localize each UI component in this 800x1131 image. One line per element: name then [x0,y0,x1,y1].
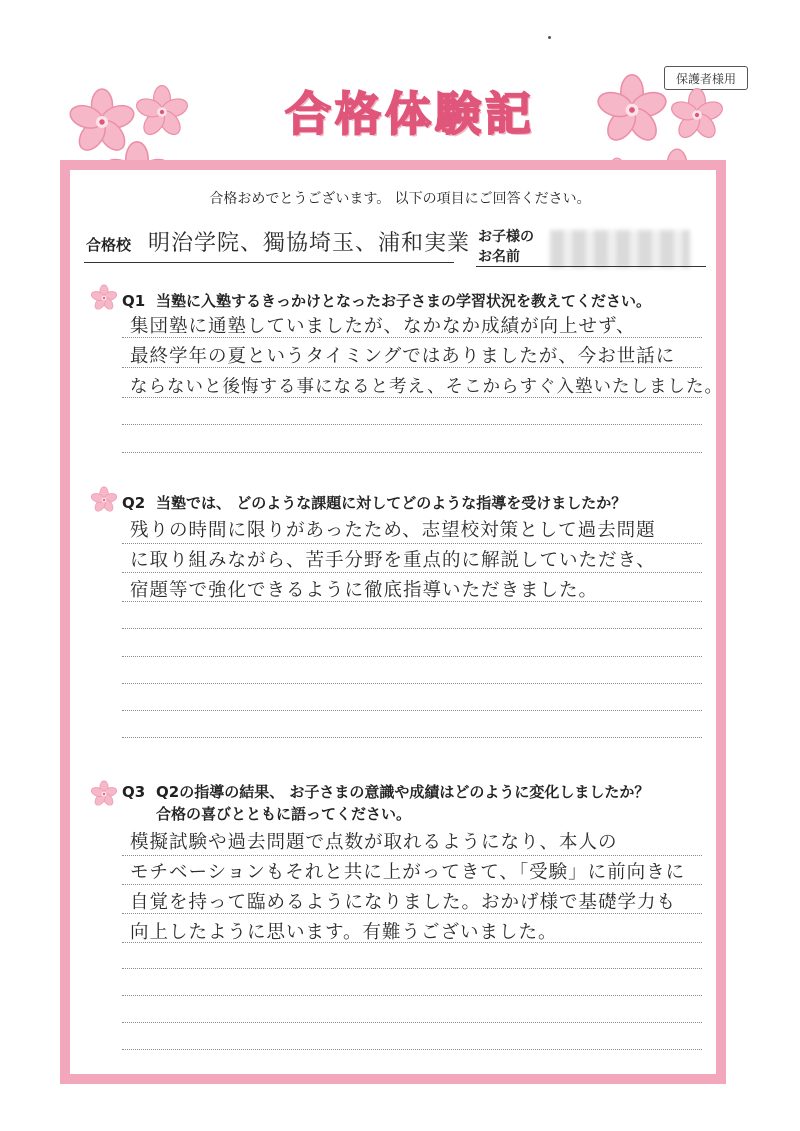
ruled-line [122,855,702,856]
ruled-line [122,572,702,573]
cherry-blossom-icon [90,486,118,514]
name-underline [476,266,706,267]
school-underline [84,262,454,263]
audience-badge: 保護者様用 [664,66,748,90]
ruled-line [122,942,702,943]
scan-speck [548,36,551,39]
ruled-line [122,367,702,368]
answer-line: 最終学年の夏というタイミングではありましたが、今お世話に [130,346,676,367]
ruled-line [122,683,702,684]
ruled-line [122,913,702,914]
child-name-label-1: お子様の [478,229,534,245]
answer-line: に取り組みながら、苦手分野を重点的に解説していただき、 [130,550,656,571]
greeting-text: 合格おめでとうございます。 以下の項目にご回答ください。 [209,191,591,207]
ruled-line [122,737,702,738]
school-label: 合格校 [86,236,132,254]
answer-line: 自覚を持って臨めるようになりました。おかげ様で基礎学力も [130,892,677,913]
answer-line: 模擬試験や過去問題で点数が取れるようになり、本人の [130,832,618,853]
ruled-line [122,968,702,969]
answer-line: 宿題等で強化できるように徹底指導いただきました。 [130,580,599,601]
ruled-line [122,452,702,453]
ruled-line [122,710,702,711]
q2-number: Q2 [122,494,146,512]
school-value: 明治学院、獨協埼玉、浦和実業 [148,231,471,256]
answer-line: 向上したように思います。有難うございました。 [130,922,558,943]
q2-answer [130,516,656,606]
ruled-line [122,628,702,629]
q2-text: 当塾では、 どのような課題に対してどのような指導を受けましたか？ [156,494,627,512]
q3-text: Q2の指導の結果、 お子さまの意識や成績はどのように変化しましたか？ [156,783,650,801]
q3-answer [130,828,685,948]
q2-heading [122,492,626,513]
cherry-blossom-icon [90,284,118,312]
answer-line: 残りの時間に限りがあったため、志望校対策として過去問題 [130,520,656,541]
child-name-label-2: お名前 [478,249,520,265]
q3-subtext: 合格の喜びとともに語ってください。 [156,805,412,823]
q3-number: Q3 [122,783,146,801]
ruled-line [122,1022,702,1023]
ruled-line [122,884,702,885]
answer-line: ならないと後悔する事になると考え、そこからすぐ入塾いたしました。 [130,377,724,397]
q1-number: Q1 [122,292,146,310]
cherry-blossom-icon [90,780,118,808]
ruled-line [122,337,702,338]
ruled-line [122,397,702,398]
ruled-line [122,424,702,425]
q1-heading [122,290,651,311]
q1-answer [130,312,723,402]
ruled-line [122,543,702,544]
q3-heading [122,781,649,802]
ruled-line [122,1049,702,1050]
answer-line: 集団塾に通塾していましたが、なかなか成績が向上せず、 [130,316,636,337]
redacted-name [550,230,690,268]
ruled-line [122,995,702,996]
q1-text: 当塾に入塾するきっかけとなったお子さまの学習状況を教えてください。 [156,292,652,310]
ruled-line [122,601,702,602]
page-title: 合格体験記 [285,87,535,141]
answer-line: モチベーションもそれと共に上がってきて、「受験」に前向きに [130,862,686,883]
ruled-line [122,656,702,657]
